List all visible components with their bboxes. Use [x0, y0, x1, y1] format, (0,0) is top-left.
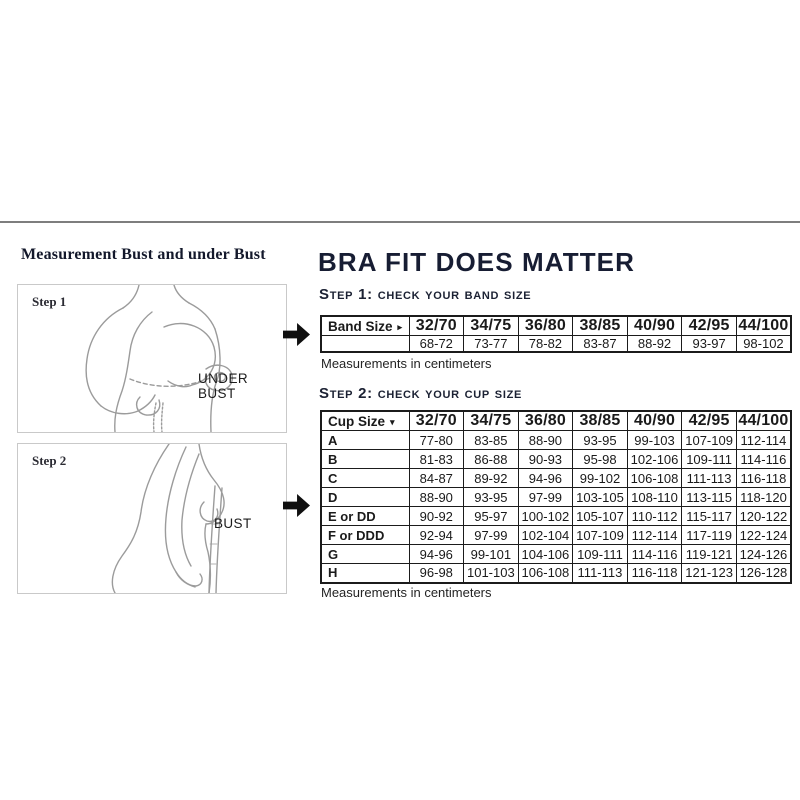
- corner-label: Cup Size: [328, 413, 386, 429]
- range-cell: 83-85: [464, 431, 519, 450]
- row-header-cell: B: [321, 450, 409, 469]
- header-row: [321, 316, 791, 336]
- range-cell: 109-111: [573, 545, 628, 564]
- range-cell: 103-105: [573, 488, 628, 507]
- range-cell: 78-82: [518, 336, 573, 353]
- header-row: [321, 411, 791, 431]
- range-cell: 112-114: [627, 526, 682, 545]
- range-cell: 83-87: [573, 336, 628, 353]
- range-cell: 120-122: [736, 507, 791, 526]
- size-column-header: 38/85: [573, 316, 628, 336]
- range-cell: 104-106: [518, 545, 573, 564]
- range-cell: 108-110: [627, 488, 682, 507]
- size-column-header: 40/90: [627, 411, 682, 431]
- step1-illustration-box: [17, 284, 287, 433]
- range-cell: 106-108: [518, 564, 573, 583]
- size-column-header: 36/80: [518, 316, 573, 336]
- row-header-cell: [321, 336, 409, 353]
- table-corner-header: [321, 316, 409, 336]
- range-cell: 124-126: [736, 545, 791, 564]
- size-column-header: 34/75: [464, 411, 519, 431]
- range-cell: 73-77: [464, 336, 519, 353]
- range-cell: 68-72: [409, 336, 464, 353]
- under-bust-caption: UNDER BUST: [198, 371, 249, 401]
- table-row: [321, 469, 791, 488]
- range-cell: 109-111: [682, 450, 737, 469]
- step1-heading: [319, 286, 531, 303]
- step2-heading-label: Step 2:: [319, 385, 373, 402]
- range-cell: 111-113: [682, 469, 737, 488]
- range-cell: 81-83: [409, 450, 464, 469]
- range-cell: 106-108: [627, 469, 682, 488]
- range-cell: 88-90: [518, 431, 573, 450]
- table-row: [321, 507, 791, 526]
- horizontal-divider: [0, 221, 800, 223]
- page-title: BRA FIT DOES MATTER: [318, 247, 635, 277]
- range-cell: 86-88: [464, 450, 519, 469]
- range-cell: 107-109: [682, 431, 737, 450]
- range-cell: 99-102: [573, 469, 628, 488]
- table-row: [321, 431, 791, 450]
- range-cell: 90-92: [409, 507, 464, 526]
- corner-label: Band Size: [328, 318, 393, 334]
- range-cell: 112-114: [736, 431, 791, 450]
- table-row: [321, 564, 791, 583]
- row-header-cell: A: [321, 431, 409, 450]
- size-column-header: 44/100: [736, 411, 791, 431]
- arrow-right-icon: [283, 494, 310, 517]
- size-column-header: 40/90: [627, 316, 682, 336]
- bust-caption: BUST: [214, 516, 252, 531]
- size-column-header: 32/70: [409, 411, 464, 431]
- step2-illustration-box: [17, 443, 287, 594]
- table-row: [321, 450, 791, 469]
- range-cell: 111-113: [573, 564, 628, 583]
- size-column-header: 34/75: [464, 316, 519, 336]
- step2-heading: [319, 385, 522, 402]
- range-cell: 99-101: [464, 545, 519, 564]
- table-row: [321, 336, 791, 353]
- cup-size-table: [320, 410, 792, 584]
- range-cell: 97-99: [518, 488, 573, 507]
- range-cell: 126-128: [736, 564, 791, 583]
- size-column-header: 32/70: [409, 316, 464, 336]
- row-header-cell: E or DD: [321, 507, 409, 526]
- range-cell: 100-102: [518, 507, 573, 526]
- range-cell: 105-107: [573, 507, 628, 526]
- range-cell: 119-121: [682, 545, 737, 564]
- range-cell: 94-96: [518, 469, 573, 488]
- step2-heading-text: check your cup size: [377, 385, 523, 402]
- units-note-cup: Measurements in centimeters: [321, 585, 492, 600]
- range-cell: 114-116: [736, 450, 791, 469]
- range-cell: 98-102: [736, 336, 791, 353]
- range-cell: 115-117: [682, 507, 737, 526]
- range-cell: 97-99: [464, 526, 519, 545]
- range-cell: 77-80: [409, 431, 464, 450]
- step1-label: Step 1: [32, 294, 67, 309]
- range-cell: 118-120: [736, 488, 791, 507]
- step1-heading-text: check your band size: [377, 286, 532, 303]
- range-cell: 116-118: [736, 469, 791, 488]
- size-column-header: 42/95: [682, 316, 737, 336]
- size-column-header: 44/100: [736, 316, 791, 336]
- range-cell: 96-98: [409, 564, 464, 583]
- range-cell: 93-95: [573, 431, 628, 450]
- range-cell: 101-103: [464, 564, 519, 583]
- range-cell: 99-103: [627, 431, 682, 450]
- range-cell: 88-90: [409, 488, 464, 507]
- range-cell: 110-112: [627, 507, 682, 526]
- size-column-header: 38/85: [573, 411, 628, 431]
- range-cell: 90-93: [518, 450, 573, 469]
- step1-heading-label: Step 1:: [319, 286, 373, 303]
- table-row: [321, 488, 791, 507]
- table-row: [321, 526, 791, 545]
- range-cell: 95-97: [464, 507, 519, 526]
- range-cell: 94-96: [409, 545, 464, 564]
- row-header-cell: D: [321, 488, 409, 507]
- arrow-right-icon: [283, 323, 310, 346]
- row-header-cell: H: [321, 564, 409, 583]
- row-header-cell: C: [321, 469, 409, 488]
- range-cell: 102-106: [627, 450, 682, 469]
- range-cell: 113-115: [682, 488, 737, 507]
- range-cell: 84-87: [409, 469, 464, 488]
- range-cell: 117-119: [682, 526, 737, 545]
- range-cell: 107-109: [573, 526, 628, 545]
- range-cell: 93-95: [464, 488, 519, 507]
- measurement-heading: Measurement Bust and under Bust: [21, 246, 266, 263]
- range-cell: 88-92: [627, 336, 682, 353]
- step2-label: Step 2: [32, 453, 67, 468]
- range-cell: 102-104: [518, 526, 573, 545]
- units-note-band: Measurements in centimeters: [321, 356, 492, 371]
- row-header-cell: G: [321, 545, 409, 564]
- size-column-header: 42/95: [682, 411, 737, 431]
- range-cell: 122-124: [736, 526, 791, 545]
- range-cell: 116-118: [627, 564, 682, 583]
- measuring-tape-vertical: [209, 486, 215, 593]
- range-cell: 114-116: [627, 545, 682, 564]
- range-cell: 93-97: [682, 336, 737, 353]
- row-header-cell: F or DDD: [321, 526, 409, 545]
- range-cell: 89-92: [464, 469, 519, 488]
- triangle-right-icon: ▸: [397, 321, 403, 332]
- band-size-table: [320, 315, 792, 353]
- range-cell: 95-98: [573, 450, 628, 469]
- table-row: [321, 545, 791, 564]
- triangle-down-icon: ▾: [390, 416, 395, 427]
- table-corner-header: [321, 411, 409, 431]
- size-column-header: 36/80: [518, 411, 573, 431]
- range-cell: 92-94: [409, 526, 464, 545]
- range-cell: 121-123: [682, 564, 737, 583]
